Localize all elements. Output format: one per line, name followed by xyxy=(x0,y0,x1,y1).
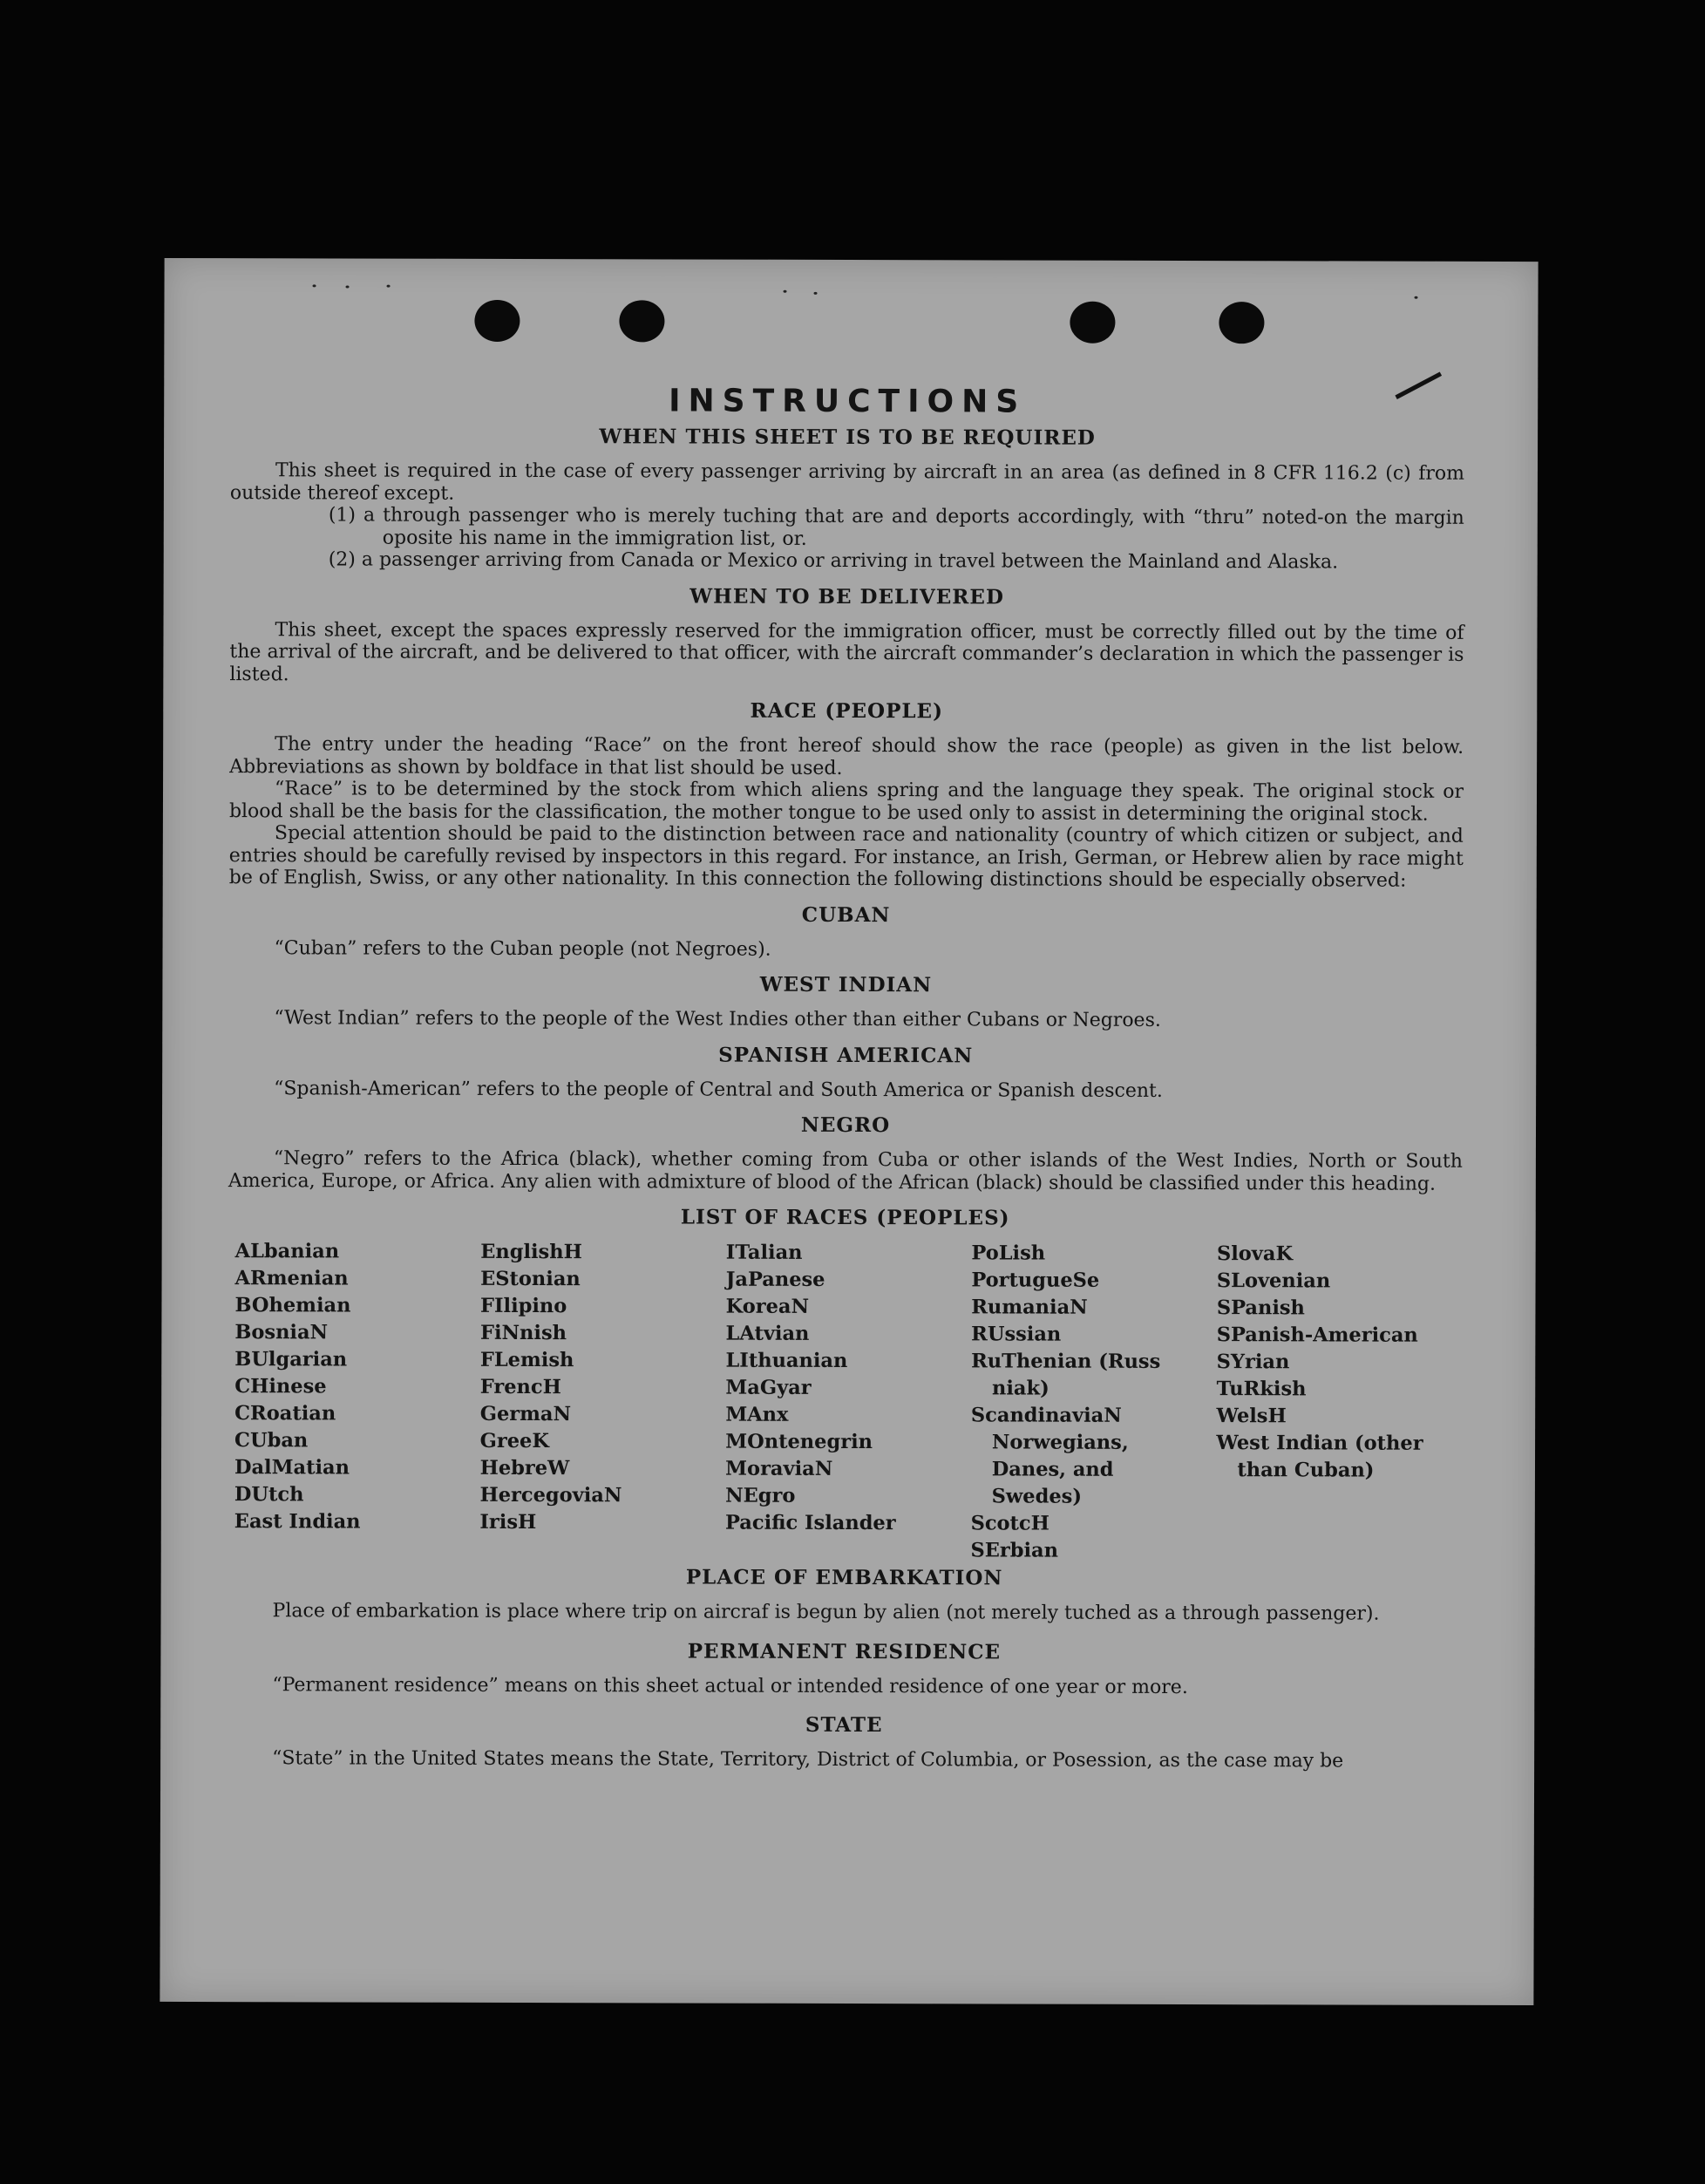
section-spanish-american xyxy=(228,1042,1463,1103)
race-entry: BosniaN xyxy=(234,1321,329,1344)
race-entry: WelsH xyxy=(1216,1405,1287,1428)
section-paragraph: “State” in the United States means the State, Territory, District of Columbia, or Posession, as the case may be xyxy=(272,1747,1344,1772)
race-entry: ARmenian xyxy=(234,1267,349,1290)
race-entry: CRoatian xyxy=(234,1402,336,1425)
race-entry: HebreW xyxy=(479,1456,570,1480)
race-entry: SPanish xyxy=(1216,1296,1305,1320)
race-entry: DalMatian xyxy=(234,1456,350,1480)
race-entry: MoraviaN xyxy=(725,1457,833,1480)
exception-item: (2) a passenger arriving from Canada or Mexico or arriving in travel between the Mainland and Alaska. xyxy=(328,548,1339,574)
race-entry: EStonian xyxy=(480,1267,581,1291)
section-paragraph: “Permanent residence” means on this sheet actual or intended residence of one year or more. xyxy=(272,1673,1188,1698)
section-negro xyxy=(228,1112,1463,1195)
races-heading: LIST OF RACES (PEOPLES) xyxy=(680,1205,1010,1230)
race-entry: East Indian xyxy=(234,1510,361,1534)
section-heading: RACE (PEOPLE) xyxy=(750,698,944,724)
section-heading: CUBAN xyxy=(801,902,891,927)
race-entry: CHinese xyxy=(234,1375,327,1398)
section-paragraph: “Negro” refers to the Africa (black), whether coming from Cuba or other islands of the West Indies, North or South America, Europe, or Africa. Any alien with admixture of blood of the African (black) should be classified under this heading. xyxy=(228,1147,1463,1195)
race-entry: TuRkish xyxy=(1216,1378,1307,1401)
punch-hole xyxy=(1070,302,1115,344)
race-entry: ITalian xyxy=(725,1241,803,1264)
instruction-sections xyxy=(228,424,1464,1195)
race-entry: BUlgarian xyxy=(234,1348,348,1371)
section-paragraph: This sheet, except the spaces expressly reserved for the immigration officer, must be correctly filled out by the time of the arrival of the aircraft, and be delivered to that officer, with the aircraft commander’s declaration in which the passenger is listed. xyxy=(229,618,1464,685)
races-column xyxy=(725,1240,972,1565)
race-entry: RumaniaN xyxy=(971,1296,1088,1319)
section-place-of-embarkation xyxy=(228,1564,1462,1625)
punch-hole xyxy=(1219,302,1264,344)
document-body xyxy=(227,378,1464,1772)
section-heading: PERMANENT RESIDENCE xyxy=(687,1639,1002,1664)
race-entry: SPanish-American xyxy=(1216,1323,1418,1347)
section-heading: SPANISH AMERICAN xyxy=(718,1043,974,1067)
section-heading: PLACE OF EMBARKATION xyxy=(685,1565,1003,1590)
races-column xyxy=(479,1239,726,1564)
race-entry: HercegoviaN xyxy=(479,1483,622,1507)
instruction-sections-end xyxy=(227,1564,1462,1772)
race-entry: IrisH xyxy=(479,1510,537,1534)
race-entry: Pacific Islander xyxy=(724,1511,896,1535)
section-when-to-be-delivered xyxy=(229,583,1464,689)
section-paragraph: “Cuban” refers to the Cuban people (not Negroes). xyxy=(274,936,771,961)
race-entry: SLovenian xyxy=(1216,1269,1331,1293)
race-entry: SlovaK xyxy=(1216,1242,1294,1266)
races-column xyxy=(970,1240,1217,1565)
section-race-people xyxy=(229,697,1464,892)
section-heading: WEST INDIAN xyxy=(759,972,933,997)
race-entry: MaGyar xyxy=(725,1376,812,1399)
race-entry: LIthuanian xyxy=(725,1349,848,1372)
races-column xyxy=(1216,1241,1463,1566)
section-heading: WHEN TO BE DELIVERED xyxy=(689,584,1004,609)
section-paragraph: “West Indian” refers to the people of the West Indies other than either Cubans or Negroes. xyxy=(274,1007,1161,1031)
race-entry: DUtch xyxy=(234,1483,304,1507)
race-entry: JaPanese xyxy=(725,1268,825,1291)
section-paragraph: This sheet is required in the case of every passenger arriving by aircraft in an area (as defined in 8 CFR 116.2 (c) from outside thereof except. xyxy=(229,459,1465,505)
section-paragraph: The entry under the heading “Race” on the front hereof should show the race (people) as given in the list below. Abbreviations as shown by boldface in that list should be used. xyxy=(229,733,1464,779)
page-title: INSTRUCTIONS xyxy=(669,383,1027,420)
race-entry: West Indian (other than Cuban) xyxy=(1216,1432,1423,1482)
scan-speck xyxy=(346,285,350,288)
race-entry: BOhemian xyxy=(234,1294,351,1317)
race-entry: LAtvian xyxy=(725,1322,810,1345)
exception-item: (1) a through passenger who is merely tuching that are and deports accordingly, with “thru” noted-on the margin oposite his name in the immigration list, or. xyxy=(328,504,1464,550)
section-heading: STATE xyxy=(805,1712,883,1738)
scan-speck xyxy=(814,292,818,295)
race-entry: KoreaN xyxy=(725,1295,810,1318)
section-paragraph: Place of embarkation is place where trip on aircraf is begun by alien (not merely tuched as a through passenger). xyxy=(272,1600,1380,1625)
race-entry: PoLish xyxy=(971,1242,1046,1265)
section-state xyxy=(227,1711,1461,1772)
races-column xyxy=(234,1238,481,1563)
race-entry: RuThenian (Russ niak) xyxy=(971,1350,1161,1400)
scan-speck xyxy=(387,285,391,288)
race-entry: ScandinaviaN Norwegians, Danes, and Swedes) xyxy=(970,1404,1129,1508)
scan-speck xyxy=(313,284,316,287)
section-paragraph: “Race” is to be determined by the stock from which aliens spring and the language they speak. The original stock or blood shall be the basis for the classification, the mother tongue to be used only to assist in determining the original stock. xyxy=(228,778,1464,826)
race-entry: SErbian xyxy=(970,1539,1059,1562)
section-heading: WHEN THIS SHEET IS TO BE REQUIRED xyxy=(599,425,1096,450)
punch-hole xyxy=(474,300,520,342)
section-west-indian xyxy=(228,971,1463,1032)
race-entry: PortugueSe xyxy=(971,1269,1100,1292)
race-entry: EnglishH xyxy=(480,1240,582,1264)
race-entry: MOntenegrin xyxy=(725,1430,873,1454)
race-entry: NEgro xyxy=(725,1484,796,1507)
race-entry: MAnx xyxy=(725,1403,789,1426)
race-entry: ALbanian xyxy=(234,1240,340,1263)
race-entry: FLemish xyxy=(479,1348,574,1372)
race-entry: GreeK xyxy=(479,1429,549,1453)
punch-hole xyxy=(619,300,664,342)
race-entry: FrencH xyxy=(479,1375,561,1399)
section-paragraph: Special attention should be paid to the distinction between race and nationality (country of which citizen or subject, and entries should be carefully revised by inspectors in this regard. For instance, an Irish, German, or Hebrew alien by race might be of English, Swiss, or any other nationality. In this connection the following distinctions should be especially observed: xyxy=(228,822,1464,892)
race-entry: FiNnish xyxy=(479,1321,567,1345)
race-entry: ScotcH xyxy=(970,1512,1049,1535)
section-heading: NEGRO xyxy=(800,1112,891,1138)
race-entry: RUssian xyxy=(971,1323,1062,1346)
scan-speck xyxy=(1415,296,1418,299)
race-entry: GermaN xyxy=(479,1402,572,1426)
race-entry: FIlipino xyxy=(480,1294,567,1318)
race-entry: SYrian xyxy=(1216,1351,1290,1374)
section-paragraph: “Spanish-American” refers to the people of Central and South America or Spanish descent. xyxy=(274,1077,1163,1102)
section-when-this-sheet-is-to-be-required xyxy=(230,424,1464,574)
section-cuban xyxy=(229,901,1464,963)
race-entry: CUban xyxy=(234,1429,309,1453)
document-page xyxy=(160,258,1538,2005)
races-list xyxy=(228,1238,1463,1566)
scan-speck xyxy=(784,290,787,293)
section-permanent-residence xyxy=(227,1638,1461,1699)
